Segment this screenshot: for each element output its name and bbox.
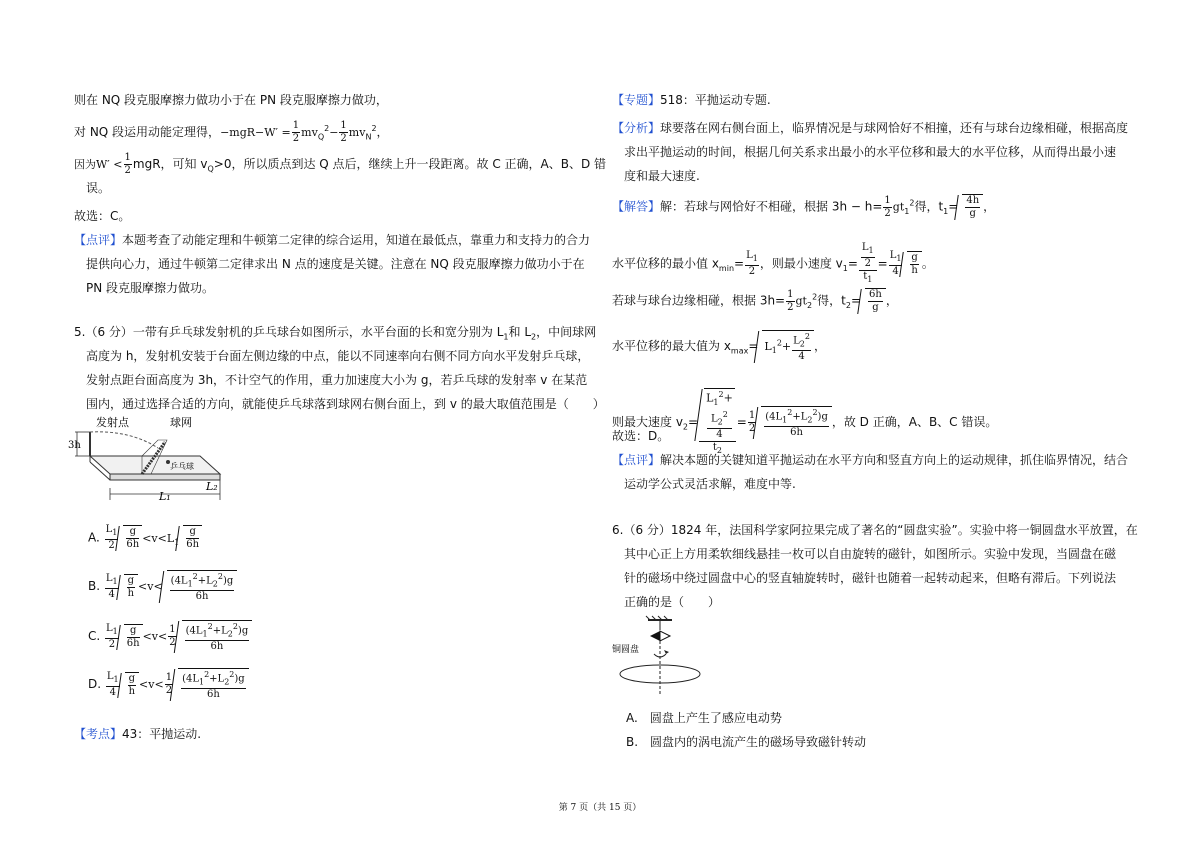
text-line: 提供向心力，通过牛顿第二定律求出 N 点的速度是关键。注意在 NQ 段克服摩擦力做功小于在 <box>86 257 585 271</box>
text-line: 围内，通过选择合适的方向，就能使乒乓球落到球网右侧台面上，到 v 的最大取值范围是（ ） <box>86 397 605 411</box>
text-line: 正确的是（ ） <box>624 595 721 609</box>
option-d[interactable]: D. $\frac{L_1}{4}$ $\frac{g}{h}$ <v< $\frac{1}{2}$ $\frac{(4L_1^2+L_2^2)g}{6h}$ <box>88 668 249 701</box>
text-line: 则最大速度 $v_2=$ $L_1^2+$ $L_2^2$ 4 $t_2$ = $\frac{1}{2}$ $\frac{(4L_1^2+L_2^2)g}{6h}$ ，故 D 正确，A、B、C 错误。 <box>612 390 998 456</box>
text-line: 【分析】球要落在网右侧台面上，临界情况是与球网恰好不相撞，还有与球台边缘相碰，根据高度 <box>612 121 1129 135</box>
figure-label-3h: 3h <box>68 440 81 451</box>
ping-pong-table-figure <box>70 414 230 510</box>
option-c[interactable]: C. $\frac{L_1}{2}$ $\frac{g}{6h}$ <v< $\frac{1}{2}$ $\frac{(4L_1^2+L_2^2)g}{6h}$ <box>88 620 252 653</box>
text-line: PN 段克服摩擦力做功。 <box>86 281 215 295</box>
figure-label-disc: 铜圆盘 <box>612 645 640 655</box>
text-line: 故选：D。 <box>612 429 670 443</box>
text-line: 若球与球台边缘相碰，根据 3h= $\frac{1}{2}$ $gt_2^2$得，$t_2=$ $\frac{6h}{g}$ ， <box>612 288 898 313</box>
text-line: 求出平抛运动的时间，根据几何关系求出最小的水平位移和最大的水平位移，从而得出最小速 <box>624 145 1117 159</box>
text-line: 水平位移的最大值为 $x_{max}= L_1^2+$ $\frac{L_2^2}{4}$ ， <box>612 332 826 363</box>
figure-label-launch: 发射点 <box>96 416 129 429</box>
text-line: 度和最大速度. <box>624 169 700 183</box>
text-line: 运动学公式灵活求解，难度中等. <box>624 477 796 491</box>
text-line: 【考点】43：平抛运动. <box>74 727 202 741</box>
text-line: 针的磁场中绕过圆盘中心的竖直轴旋转时，磁针也随着一起转动起来，但略有滞后。下列说法 <box>624 571 1117 585</box>
zhuanti-tag: 【专题】 <box>612 93 661 107</box>
text-line: 【解答】解：若球与网恰好不相碰，根据 3h − h= $\frac{1}{2}$ $gt_1^2$得，$t_1=$ $\frac{4h}{g}$ ， <box>612 194 996 219</box>
kaodian-tag: 【考点】 <box>74 727 123 741</box>
comment-tag: 【点评】 <box>612 453 661 467</box>
fenxi-tag: 【分析】 <box>612 121 661 135</box>
text-line: 对 NQ 段运用动能定理得，−mgR−W′ = $\frac{1}{2}$ $mv_Q^2-$ $\frac{1}{2}$ $mv_N^2$， <box>74 120 389 144</box>
text-line: 其中心正上方用柔软细线悬挂一枚可以自由旋转的磁针，如图所示。实验中发现，当圆盘在磁 <box>624 547 1117 561</box>
text-line: 误。 <box>86 181 111 195</box>
text-line: 发射点距台面高度为 3h，不计空气的作用，重力加速度大小为 g，若乒乓球的发射率 v 在某范 <box>86 373 588 387</box>
question-5-text: 5.（6 分）一带有乒乓球发射机的乒乓球台如图所示，水平台面的长和宽分别为 $L_1$和 $L_2$，中间球网 <box>74 325 597 342</box>
page-footer: 第 7 页（共 15 页） <box>558 803 642 813</box>
option-a[interactable]: A. 圆盘上产生了感应电动势 <box>626 711 782 725</box>
text-line: 高度为 h，发射机安装于台面左侧边缘的中点，能以不同速率向右侧不同方向水平发射乒乓球， <box>86 349 590 363</box>
figure-label-L1: L₁ <box>159 490 171 503</box>
text-line: 因为W′ < $\frac{1}{2}$ mgR，可知 $v_Q>0$，所以质点到达 Q 点后，继续上升一段距离。故 C 正确，A、B、D 错 <box>74 152 607 176</box>
option-b[interactable]: B. 圆盘内的涡电流产生的磁场导致磁针转动 <box>626 735 867 749</box>
text-line: 故选：C。 <box>74 209 131 223</box>
question-6-text: 6.（6 分）1824 年，法国科学家阿拉果完成了著名的“圆盘实验”。实验中将一铜圆盘水平放置，在 <box>612 523 1138 537</box>
text-line: 则在 NQ 段克服摩擦力做功小于在 PN 段克服摩擦力做功， <box>74 93 388 107</box>
option-a[interactable]: A. $\frac{L_1}{2}$ $\frac{g}{6h}$ $<v<L_1$ $\frac{g}{6h}$ <box>88 524 202 552</box>
figure-label-ball: 乒乓球 <box>170 462 194 471</box>
figure-label-L2: L₂ <box>206 480 218 493</box>
figure-label-net: 球网 <box>170 416 192 429</box>
text-line: 【点评】解决本题的关键知道平抛运动在水平方向和竖直方向上的运动规律，抓住临界情况，结合 <box>612 453 1129 467</box>
text-line: 【点评】本题考查了动能定理和牛顿第二定律的综合运用，知道在最低点，靠重力和支持力的合力 <box>74 233 591 247</box>
option-b[interactable]: B. $\frac{L_1}{4}$ $\frac{g}{h}$ <v< $\frac{(4L_1^2+L_2^2)g}{6h}$ <box>88 570 237 603</box>
jieda-tag: 【解答】 <box>612 199 661 214</box>
text-line: 水平位移的最小值 $x_{min}=$ $\frac{L_1}{2}$ ，则最小速度 $v_1=$ $L_1$ 2 $t_1$ = $\frac{L_1}{4}$ $\frac{g}{h}$ 。 <box>612 242 934 284</box>
copper-disc-figure <box>612 616 722 696</box>
text-line: 【专题】518：平抛运动专题. <box>612 93 771 107</box>
comment-tag: 【点评】 <box>74 233 123 247</box>
